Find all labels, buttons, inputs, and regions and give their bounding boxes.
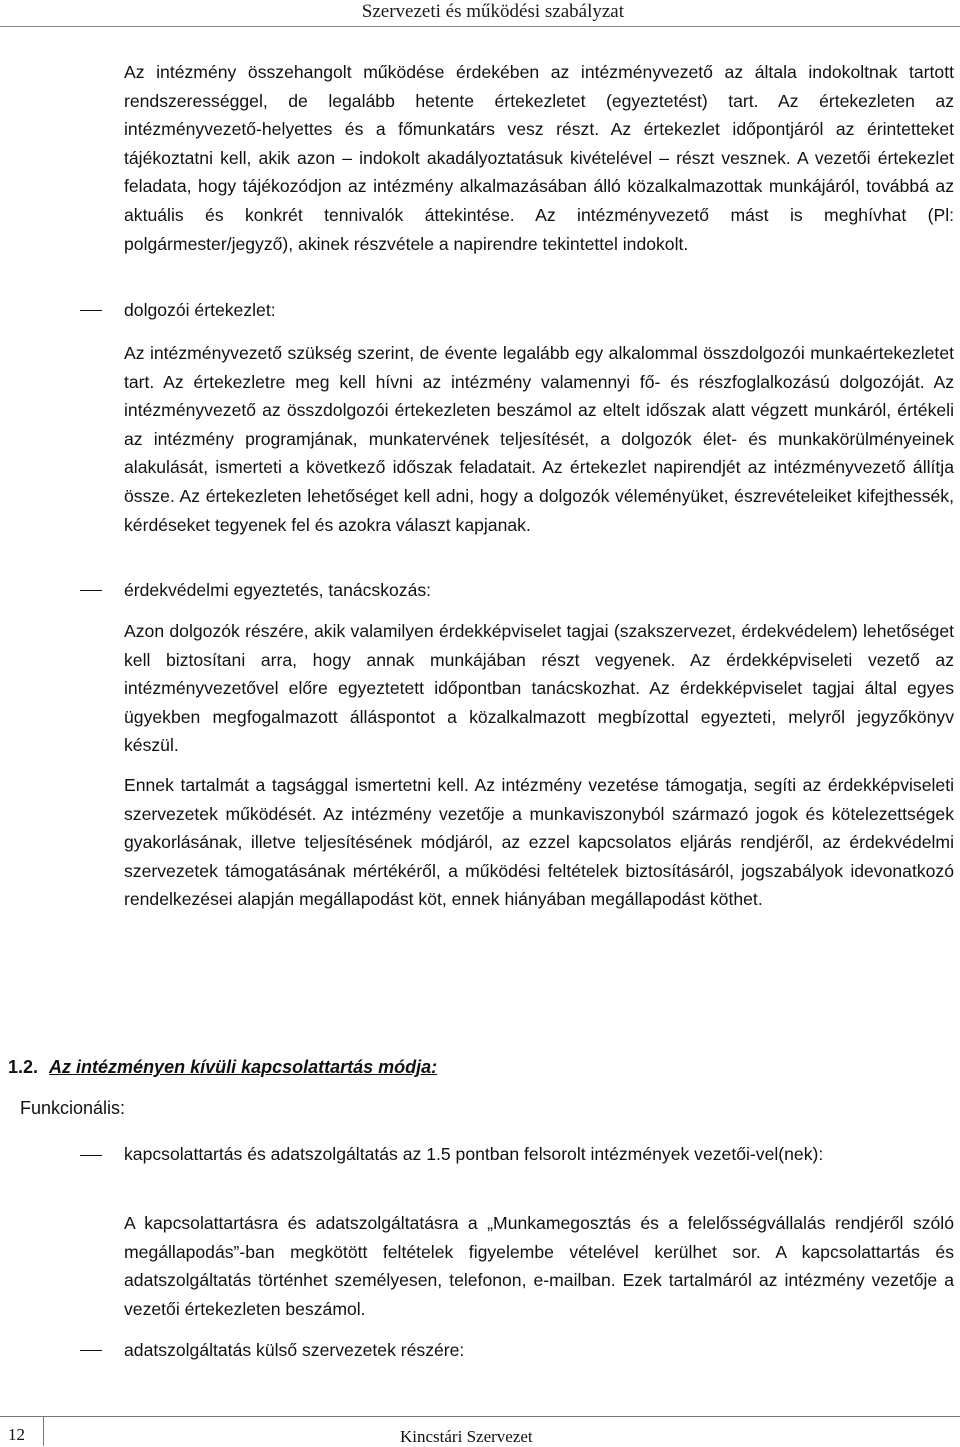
- header-divider: [0, 26, 960, 27]
- section-subtitle: Funkcionális:: [20, 1098, 126, 1118]
- bullet-dash-icon: [80, 1350, 102, 1351]
- bullet-interest-consultation: érdekvédelmi egyeztetés, tanácskozás:: [124, 580, 432, 600]
- bullet-dash-icon: [80, 1155, 102, 1156]
- bullet-external-data-service: adatszolgáltatás külső szervezetek részére:: [124, 1340, 465, 1360]
- section-title: Az intézményen kívüli kapcsolattartás módja:: [49, 1057, 438, 1077]
- paragraph-contact-agreement: A kapcsolattartásra és adatszolgáltatásra a „Munkamegosztás és a felelősségvállalás rendjéről szóló megállapodás”-ban megkötött feltételek figyelembe vételével kerülhet sor. A kapcsolattartás és adatszolgáltatás történhet személyesen, telefonon, e-mailban. Ezek tartalmáról az intézmény vezetője a vezetői értekezleten beszámol.: [124, 1213, 954, 1319]
- paragraph-membership: Ennek tartalmát a tagsággal ismertetni kell. Az intézmény vezetése támogatja, segíti az érdekképviseleti szervezetek működését. Az intézmény vezetője a munkaviszonyból származó jogok és kötelezettségek gyakorlásának, illetve teljesítésének módjáról, az ezzel kapcsolatos eljárás rendjéről, az érdekvédelmi szervezetek támogatásának mértékéről, a működési feltételek biztosításáról, jogszabályok idevonatkozó rendelkezései alapján megállapodást köt, ennek hiányában megállapodást köthet.: [124, 775, 954, 910]
- header-title: Szervezeti és működési szabályzat: [361, 1, 624, 22]
- page-number: 12: [8, 1425, 25, 1444]
- bullet-contact-data-service: kapcsolattartás és adatszolgáltatás az 1.5 pontban felsorolt intézmények vezetői-vel(nek):: [124, 1144, 824, 1164]
- paragraph-staff-meeting: Az intézményvezető szükség szerint, de évente legalább egy alkalommal összdolgozói munkaértekezletet tart. Az értekezletre meg kell hívni az intézmény valamennyi fő- és részfoglalkozású dolgozóját. Az intézményvezető az összdolgozói értekezleten beszámol az eltelt időszak alatt végzett munkáról, értékeli az intézmény programjának, munkatervének teljesítését, a dolgozók élet- és munkakörülményeinek alakulását, ismerteti a következő időszak feladatait. Az értekezlet napirendjét az intézményvezető állítja össze. Az értekezleten lehetőséget kell adni, hogy a dolgozók véleményüket, észrevételeiket kifejthessék, kérdéseket tegyenek fel és azokra választ kapjanak.: [124, 343, 954, 535]
- paragraph-interest-representation: Azon dolgozók részére, akik valamilyen érdekképviselet tagjai (szakszervezet, érdekvédelem) lehetőséget kell biztosítani arra, hogy annak munkájában részt vegyenek. Az érdekképviseleti vezető az intézményvezetővel előre egyeztetett időpontban tanácskozhat. Az érdekképviselet tagjai által egyes ügyekben megfogalmazott álláspontot a közalkalmazott megbízottal egyezteti, melyről jegyzőkönyv készül.: [124, 621, 954, 756]
- bullet-dash-icon: [80, 590, 102, 591]
- paragraph-weekly-meeting: Az intézmény összehangolt működése érdekében az intézményvezető az általa indokoltnak tartott rendszerességgel, de legalább hetente értekezletet (egyeztetést) tart. Az értekezleten az intézményvezető-helyettes és a főmunkatárs vesz részt. Az értekezlet időpontjáról az érintetteket tájékoztatni kell, akik azon – indokolt akadályoztatásuk kivételével – részt vesznek. A vezetői értekezlet feladata, hogy tájékozódjon az intézmény alkalmazásában álló közalkalmazottak munkájáról, továbbá az aktuális és konkrét tennivalók áttekintése. Az intézményvezető mást is meghívhat (Pl: polgármester/jegyző), akinek részvétele a napirendre tekintettel indokolt.: [124, 62, 954, 254]
- bullet-staff-meeting: dolgozói értekezlet:: [124, 300, 276, 320]
- page-header: [0, 0, 960, 26]
- footer-organization: Kincstári Szervezet: [400, 1427, 533, 1446]
- footer-divider: [44, 1416, 960, 1417]
- bullet-dash-icon: [80, 310, 102, 311]
- section-number: 1.2.: [8, 1057, 39, 1077]
- section-heading: [8, 1057, 437, 1078]
